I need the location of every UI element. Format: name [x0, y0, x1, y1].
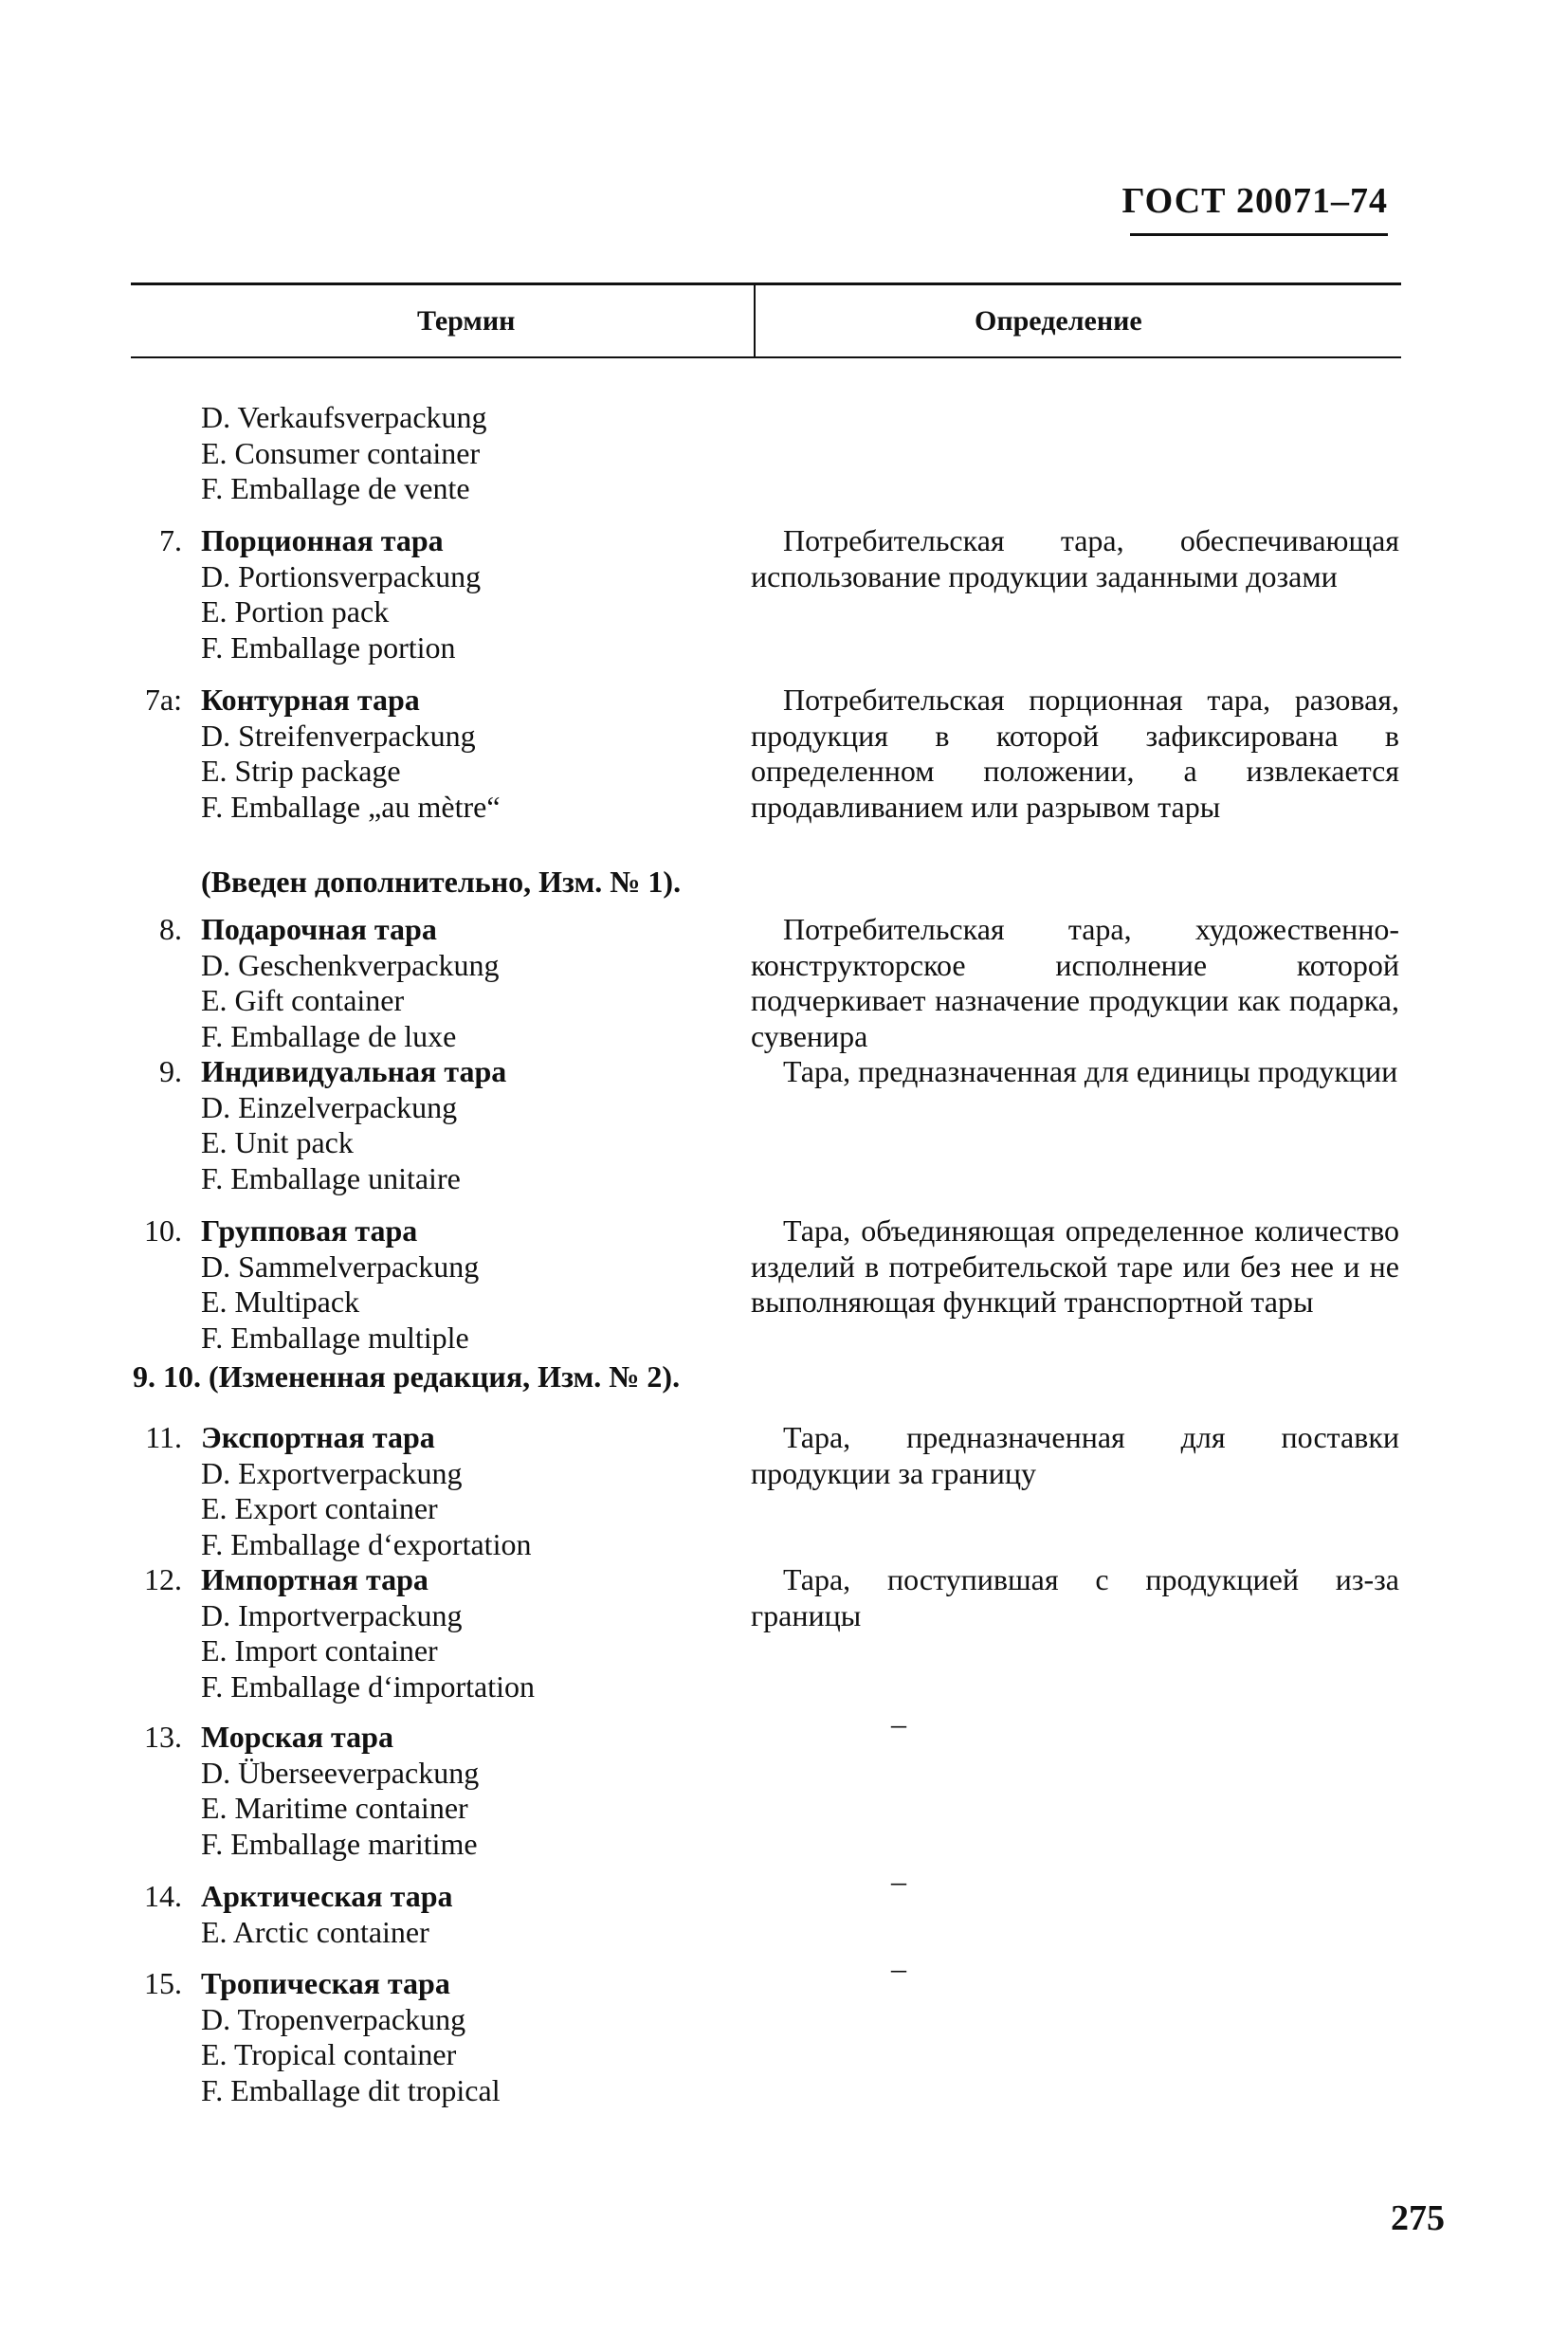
foreign-term: F. Emballage maritime	[201, 1826, 478, 1861]
foreign-term: D. Portionsverpackung	[201, 558, 482, 593]
foreign-term: F. Emballage de luxe	[201, 1018, 457, 1053]
foreign-term: F. Emballage dit tropical	[201, 2072, 501, 2107]
table-header-rule	[131, 356, 1401, 358]
foreign-term: E. Export container	[201, 1491, 438, 1525]
term-number: 12.	[144, 1562, 182, 1596]
foreign-term: E. Unit pack	[201, 1125, 354, 1159]
term-definition: Тара, предназначенная для единицы продукции	[783, 1054, 1398, 1088]
foreign-term: D. Exportverpackung	[201, 1455, 463, 1490]
term-definition: Тара, поступившая с продукцией из-за границы	[751, 1562, 1399, 1632]
foreign-term: E. Gift container	[201, 983, 405, 1017]
foreign-term: D. Tropenverpackung	[201, 2001, 466, 2036]
no-definition-dash: –	[891, 1951, 906, 1985]
no-definition-dash: –	[891, 1864, 906, 1898]
foreign-term: D. Einzelverpackung	[201, 1089, 458, 1124]
term-russian: Индивидуальная тара	[201, 1054, 507, 1088]
term-number: 13.	[144, 1720, 182, 1754]
term-number: 10.	[144, 1213, 182, 1248]
amendment-note: 9. 10. (Измененная редакция, Изм. № 2).	[133, 1359, 681, 1394]
foreign-term: E. Maritime container	[201, 1791, 468, 1825]
foreign-term: F. Emballage de vente	[201, 471, 470, 505]
foreign-term: F. Emballage „au mètre“	[201, 789, 501, 824]
column-header-term: Термин	[417, 305, 516, 337]
foreign-term: F. Emballage d‘exportation	[201, 1526, 532, 1561]
term-russian: Порционная тара	[201, 523, 444, 557]
table-column-divider	[754, 284, 756, 356]
foreign-term: E. Import container	[201, 1633, 438, 1668]
foreign-term: E. Strip package	[201, 754, 401, 788]
page-number: 275	[1391, 2198, 1445, 2238]
term-definition: Потребительская тара, обеспечивающая использование продукции заданными дозами	[751, 523, 1399, 593]
term-russian: Арктическая тара	[201, 1879, 453, 1913]
foreign-term: E. Arctic container	[201, 1914, 429, 1949]
foreign-term: D. Geschenkverpackung	[201, 947, 500, 982]
term-russian: Импортная тара	[201, 1562, 428, 1596]
foreign-term: F. Emballage multiple	[201, 1320, 469, 1355]
foreign-term: E. Multipack	[201, 1285, 360, 1319]
term-definition: Тара, объединяющая определенное количество изделий в потребительской таре или без нее и не выполняющая функций транспортной тары	[751, 1213, 1399, 1319]
term-definition: Потребительская тара, художественно-конструкторское исполнение которой подчеркивает назначение продукции как подарка, сувенира	[751, 912, 1399, 1053]
term-number: 14.	[144, 1879, 182, 1913]
column-header-definition: Определение	[975, 305, 1142, 337]
header-underline	[1130, 233, 1388, 236]
foreign-term: D. Überseeverpackung	[201, 1755, 480, 1790]
term-number: 15.	[144, 1966, 182, 2000]
table-top-rule	[131, 282, 1401, 285]
standard-code: ГОСТ 20071–74	[1121, 181, 1388, 221]
amendment-note: (Введен дополнительно, Изм. № 1).	[201, 865, 682, 899]
term-russian: Контурная тара	[201, 683, 420, 717]
foreign-term: D. Verkaufsverpackung	[201, 400, 487, 434]
foreign-term: E. Portion pack	[201, 594, 390, 629]
term-number: 8.	[159, 912, 182, 946]
term-russian: Тропическая тара	[201, 1966, 450, 2000]
foreign-term: E. Consumer container	[201, 435, 481, 470]
foreign-term: D. Sammelverpackung	[201, 1248, 480, 1284]
term-russian: Подарочная тара	[201, 912, 437, 946]
foreign-term: E. Tropical container	[201, 2037, 457, 2071]
term-russian: Экспортная тара	[201, 1420, 435, 1454]
foreign-term: D. Importverpackung	[201, 1597, 463, 1632]
term-number: 7а:	[144, 683, 182, 717]
term-definition: Потребительская порционная тара, разовая, продукция в которой зафиксирована в определенном положении, а извлекается продавливанием или разрывом тары	[751, 683, 1399, 824]
lead-continuation	[201, 400, 487, 507]
term-russian: Групповая тара	[201, 1213, 418, 1248]
no-definition-dash: –	[891, 1706, 906, 1740]
term-russian: Морская тара	[201, 1720, 393, 1754]
foreign-term: D. Streifenverpackung	[201, 718, 476, 753]
foreign-term: F. Emballage d‘importation	[201, 1668, 536, 1704]
term-definition: Тара, предназначенная для поставки продукции за границу	[751, 1420, 1399, 1490]
term-number: 11.	[145, 1420, 182, 1454]
foreign-term: F. Emballage portion	[201, 629, 456, 665]
foreign-term: F. Emballage unitaire	[201, 1160, 461, 1195]
term-number: 9.	[159, 1054, 182, 1088]
term-number: 7.	[159, 523, 182, 557]
